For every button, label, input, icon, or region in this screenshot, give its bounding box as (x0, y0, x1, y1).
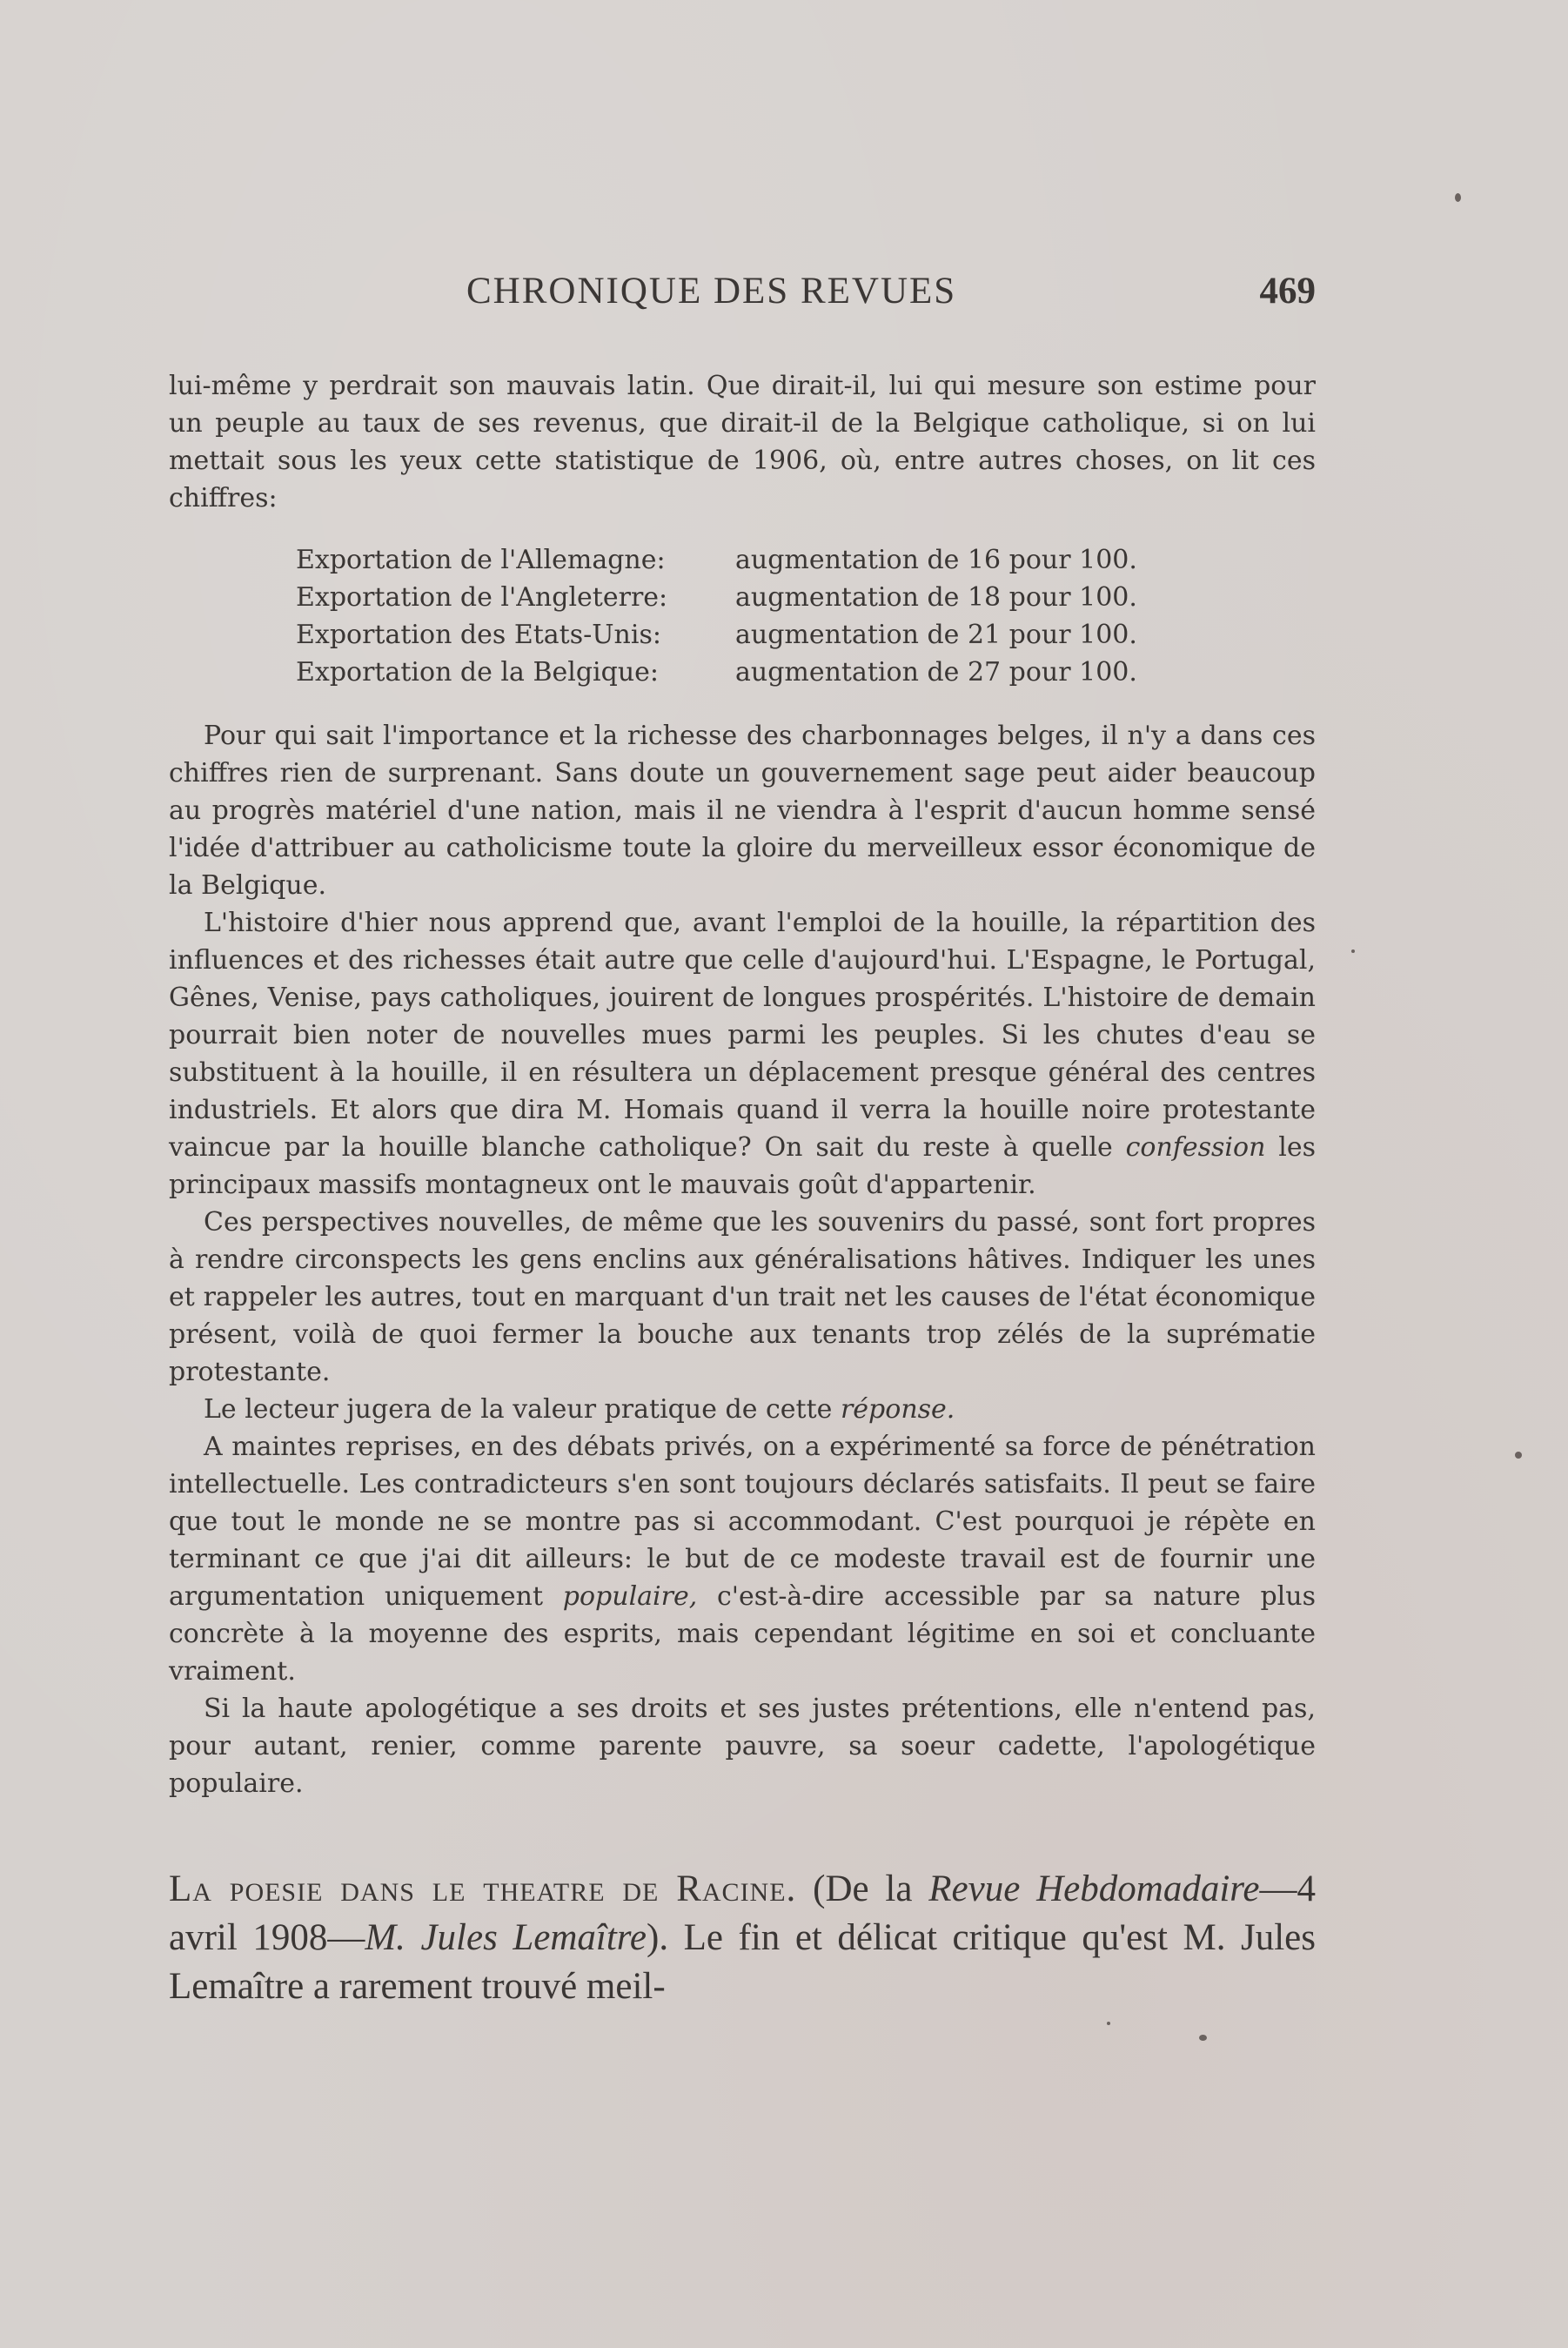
publication-date: —4 avril 1908— (169, 1868, 1316, 1958)
running-head (169, 261, 1316, 313)
paper-speck (1107, 2022, 1110, 2025)
paper-speck (1515, 1452, 1522, 1459)
text-run: c'est-à-dire accessible par sa nature plus concrète à la moyenne des esprits, mais cependant légitime en soi et concluante vraiment. (169, 1581, 1316, 1687)
italic-term: populaire, (562, 1581, 698, 1612)
export-statistics (296, 541, 1316, 691)
page-number: 469 (1259, 271, 1316, 312)
italic-term: réponse. (840, 1394, 955, 1425)
stat-label: Exportation des Etats-Unis: (296, 620, 661, 650)
paragraph-apologetique: Si la haute apologétique a ses droits et ses justes prétentions, elle n'entend pas, pour autant, renier, comme parente pauvre, sa soeur cadette, l'apologétique populaire. (169, 1694, 1316, 1799)
stat-value: augmentation de 27 pour 100. (735, 657, 1137, 688)
italic-term: confession (1125, 1132, 1266, 1163)
paper-speck (1455, 193, 1461, 202)
text-run: les principaux massifs montagneux ont le mauvais goût d'appartenir. (169, 1132, 1317, 1200)
opening-paragraph: lui-même y perdrait son mauvais latin. Que dirait-il, lui qui mesure son estime pour un peuple au taux de ses revenus, que dirait-il de la Belgique catholique, si on lui mettait sous les yeux cette statistique de 1906, où, entre autres choses, on lit ces chiffres: (169, 371, 1316, 513)
paragraph-charbonnages: Pour qui sait l'importance et la richesse des charbonnages belges, il n'y a dans ces chiffres rien de surprenant. Sans doute un gouvernement sage peut aider beaucoup au progrès matériel d'une nation, mais il ne viendra à l'esprit d'aucun homme sensé l'idée d'attribuer au catholicisme toute la gloire du merveilleux essor économique de la Belgique. (169, 721, 1316, 901)
stat-label: Exportation de la Belgique: (296, 657, 660, 688)
journal-name: Revue Hebdomadaire (928, 1868, 1260, 1909)
stat-row-germany (296, 541, 1316, 579)
text-run: ). (647, 1917, 684, 1958)
paragraph-histoire (169, 904, 1316, 1204)
section-text: Le fin et délicat critique qu'est M. Jules Lemaître a rarement trouvé meil- (169, 1917, 1316, 2007)
text-run: Le lecteur jugera de la valeur pratique de cette (204, 1394, 841, 1425)
stat-row-england (296, 579, 1316, 616)
stat-value: augmentation de 16 pour 100. (735, 545, 1137, 575)
paper-speck (1351, 949, 1355, 953)
section-racine (169, 1865, 1316, 2011)
running-title: CHRONIQUE DES REVUES (466, 271, 957, 312)
text-run: L'histoire d'hier nous apprend que, avant l'emploi de la houille, la répartition des influences et des richesses était autre que celle d'aujourd'hui. L'Espagne, le Portugal, Gênes, Venise, pays catholiques, jouirent de longues prospérités. L'histoire de demain pourrait bien noter de nouvelles mues parmi les peuples. Si les chutes d'eau se substituent à la houille, il en résultera un déplacement presque général des centres industriels. Et alors que dira M. Homais quand il verra la houille noire protestante vaincue par la houille blanche catholique? On sait du reste à quelle (169, 908, 1316, 1163)
stat-label: Exportation de l'Allemagne: (296, 545, 666, 575)
stat-row-usa (296, 616, 1316, 654)
author-name: M. Jules Lemaître (365, 1917, 647, 1958)
stat-value: augmentation de 18 pour 100. (735, 582, 1137, 613)
text-run: A maintes reprises, en des débats privés, on a expérimenté sa force de pénétration intellectuelle. Les contradicteurs s'en sont toujours déclarés satisfaits. Il peut se faire que tout le monde ne se montre pas si accommodant. C'est pourquoi je répète en terminant ce que j'ai dit ailleurs: le but de ce modeste travail est de fournir une argumentation uniquement (169, 1432, 1316, 1612)
stat-row-belgium (296, 654, 1316, 691)
paragraph-reprises (169, 1428, 1316, 1690)
paragraph-lecteur (169, 1391, 1316, 1428)
paragraph-perspectives: Ces perspectives nouvelles, de même que les souvenirs du passé, sont fort propres à rendre circonspects les gens enclins aux généralisations hâtives. Indiquer les unes et rappeler les autres, tout en marquant d'un trait net les causes de l'état économique présent, voilà de quoi fermer la bouche aux tenants trop zélés de la suprématie protestante. (169, 1207, 1316, 1387)
stat-value: augmentation de 21 pour 100. (735, 620, 1137, 650)
section-heading: La poesie dans le theatre de Racine. (169, 1868, 797, 1909)
paper-speck (1199, 2035, 1207, 2041)
stat-label: Exportation de l'Angleterre: (296, 582, 668, 613)
text-run: (De la (796, 1868, 929, 1909)
page (169, 261, 1316, 2049)
